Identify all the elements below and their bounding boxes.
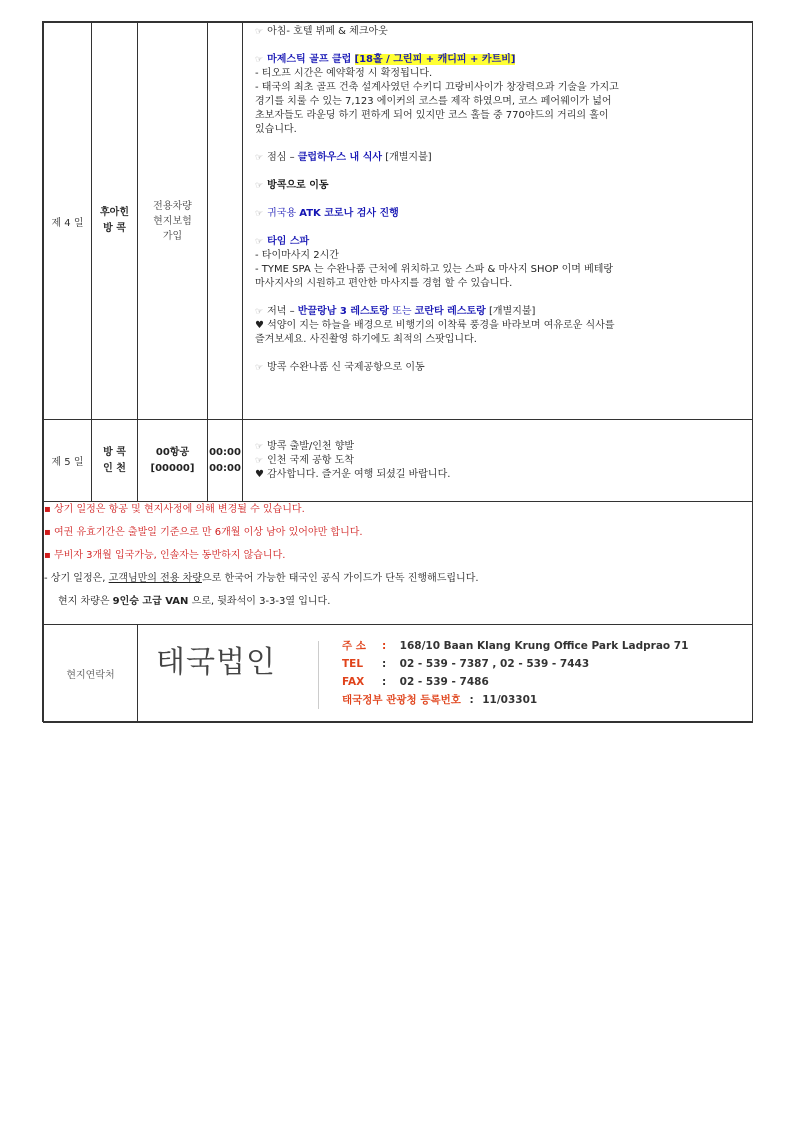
day5-flight [138,420,208,502]
day4-transport-3: 가입 [162,230,183,242]
fax-line: FAX : 02 - 539 - 7486 [342,676,489,688]
day4-city-1: 후아힌 [100,207,129,218]
day4-city-2: 방 콕 [103,223,126,234]
notes-cell [44,502,753,625]
spa-title-line: ☞ 타임 스파 [255,236,310,247]
contact-info [342,637,688,709]
notes-row [44,502,753,625]
day5-label: 제 5 일 [44,420,92,502]
pointing-hand-icon: ☞ [255,237,264,247]
pointing-hand-icon: ☞ [255,27,264,37]
day4-label: 제 4 일 [44,23,92,420]
golf-desc-4: 초보자들도 라운딩 하기 편하게 되어 있지만 코스 홀들 중 770야드의 거리의 홀이 [255,110,609,121]
atk-line: ☞ 귀국용 ATK 코로나 검사 진행 [255,208,399,219]
schedule-table [43,22,753,723]
dinner-line: ☞ 저녁 – 반끌랑남 3 레스토랑 또는 코란타 레스토랑 [개별지불] [255,306,536,317]
day4-transport [138,23,208,420]
golf-desc-1: - 티오프 시간은 예약확정 시 확정됩니다. [255,68,433,79]
note-schedule-change: ▪ 상기 일정은 항공 및 현지사정에 의해 변경될 수 있습니다. [44,504,305,515]
day5-closing: ♥ 감사합니다. 즐거운 여행 되셨길 바랍니다. [255,468,451,480]
airport-line: ☞ 방콕 수완나품 신 국제공항으로 이동 [255,362,425,373]
day4-row [44,23,753,420]
note-guide: - 상기 일정은, 고객님만의 전용 차량으로 한국어 가능한 태국인 공식 가이드가 단독 진행해드립니다. [44,573,479,584]
tel-line: TEL : 02 - 539 - 7387 , 02 - 539 - 7443 [342,658,590,670]
pointing-hand-icon: ☞ [255,363,264,373]
contact-row [44,625,753,723]
move-line: ☞ 방콕으로 이동 [255,180,329,191]
day5-row [44,420,753,502]
golf-title-line [255,53,750,67]
pointing-hand-icon: ☞ [255,55,264,65]
day4-time [208,23,243,420]
dinner-desc-2: 즐겨보세요. 사진촬영 하기에도 최적의 스팟입니다. [255,334,477,345]
pointing-hand-icon: ☞ [255,455,264,466]
day5-detail [243,420,753,502]
address-line: 주 소 : 168/10 Baan Klang Krung Office Park Ladprao 71 [342,640,689,652]
day5-city-1: 방 콕 [103,446,126,458]
registration-line: 태국정부 관광청 등록번호 : 11/03301 [342,694,538,706]
day4-detail [243,23,753,420]
golf-desc-5: 있습니다. [255,124,297,135]
golf-desc-2: - 태국의 최초 골프 건축 설계사였던 수키디 끄랑비사이가 창장력으과 기술을 가지고 [255,82,619,93]
golf-desc-3: 경기를 치룰 수 있는 7,123 에이커의 코스를 제작 하였으며, 코스 페어웨이가 넓어 [255,96,612,107]
day4-city [92,23,138,420]
spa-desc-1: - 타이마사지 2시간 [255,250,339,261]
day5-line-1: ☞ 방콕 출발/인천 향발 [255,440,355,452]
contact-cell [138,625,753,723]
golf-package-highlight: [18홀 / 그린피 + 캐디피 + 카트비] [354,54,516,65]
day5-line-2: ☞ 인천 국제 공항 도착 [255,454,354,466]
contact-label: 현지연락처 [44,625,138,723]
day5-city [92,420,138,502]
pointing-hand-icon: ☞ [255,441,264,452]
day4-transport-1: 전용차량 [153,200,192,212]
note-van: 현지 차량은 9인승 고급 VAN 으로, 뒷좌석이 3-3-3열 입니다. [58,596,331,607]
dinner-desc-1: ♥ 석양이 지는 하늘을 배경으로 비행기의 이착륙 풍경을 바라보며 여유로운 식사를 [255,320,615,331]
arrive-time: 00:00 [209,462,241,474]
note-passport: ▪ 여권 유효기간은 출발일 기준으로 만 6개월 이상 남아 있어야만 합니다. [44,527,363,538]
day5-times [208,420,243,502]
pointing-hand-icon: ☞ [255,153,264,163]
pointing-hand-icon: ☞ [255,209,264,219]
flight-name: 00항공 [155,446,190,458]
lunch-line: ☞ 점심 – 클럽하우스 내 식사 [개별지불] [255,152,432,163]
pointing-hand-icon: ☞ [255,307,264,317]
flight-number: [00000] [150,462,195,474]
day5-city-2: 인 천 [103,462,126,474]
depart-time: 00:00 [209,446,241,458]
spa-desc-2: - TYME SPA 는 수완나품 근처에 위치하고 있는 스파 & 마사지 SHOP 이며 베테랑 [255,264,614,275]
contact-box [138,625,752,722]
pointing-hand-icon: ☞ [255,181,264,191]
lunch-place: 클럽하우스 내 식사 [297,152,383,163]
company-logo-text: 태국법인 [156,645,276,680]
note-visa: ▪ 무비자 3개월 입국가능, 인솔자는 동반하지 않습니다. [44,550,286,561]
breakfast-line: ☞ 아침- 호텔 뷔페 & 체크아웃 [255,26,388,37]
golf-club-name: 마제스틱 골프 클럽 [267,54,352,65]
day4-transport-2: 현지보험 [153,215,192,227]
divider [318,641,319,709]
itinerary-page [42,21,753,722]
spa-desc-3: 마사지사의 시원하고 편안한 마사지를 경험 할 수 있습니다. [255,278,513,289]
